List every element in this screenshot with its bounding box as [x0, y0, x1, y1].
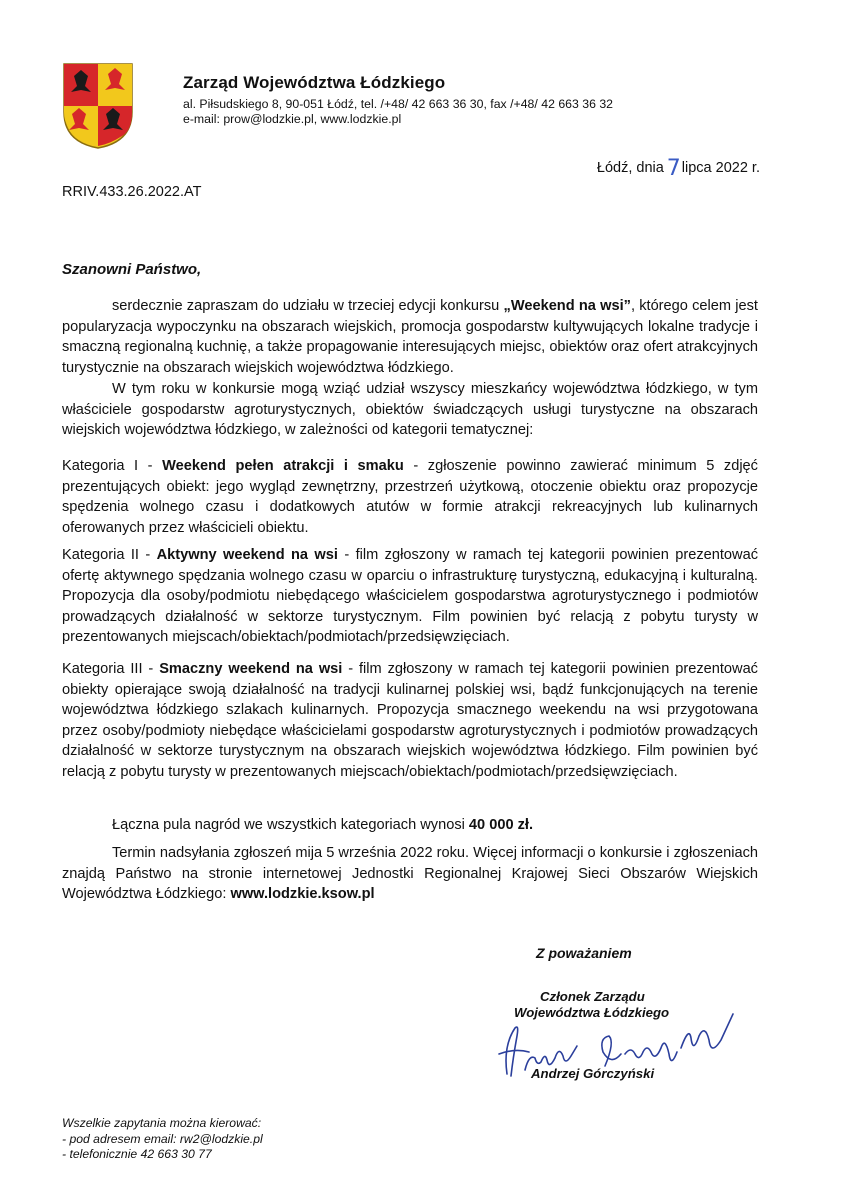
- footer-email: - pod adresem email: rw2@lodzkie.pl: [62, 1131, 263, 1146]
- category-1-title: Weekend pełen atrakcji i smaku: [162, 458, 404, 474]
- date-prefix: Łódź, dnia: [596, 160, 664, 176]
- paragraph-prize-pool: Łączna pula nagród we wszystkich kategoriach wynosi 40 000 zł.: [112, 817, 534, 833]
- category-3-title: Smaczny weekend na wsi: [159, 661, 343, 677]
- category-2-title: Aktywny weekend na wsi: [156, 547, 338, 563]
- footer-contact: [62, 1116, 263, 1163]
- paragraph-eligibility: W tym roku w konkursie mogą wziąć udział wszyscy mieszkańcy województwa łódzkiego, w tym właściciele gospodarstw agroturystycznych, obiektów świadczących usługi turystyczne na obszarach wiejskich województwa łódzkiego, w zależności od kategorii tematycznej:: [62, 381, 758, 439]
- handwritten-day: 7: [666, 156, 681, 181]
- prize-amount: 40 000 zł.: [468, 817, 534, 833]
- contact-line: e-mail: prow@lodzkie.pl, www.lodzkie.pl: [183, 112, 402, 126]
- paragraph-deadline: Termin nadsyłania zgłoszeń mija 5 września 2022 roku. Więcej informacji o konkursie i zgłoszeniach znajdą Państwo na stronie internetowej Jednostki Regionalnej Krajowej Sieci Obszarów Wiejskich Województwa Łódzkiego: www.lodzkie.ksow.pl: [62, 845, 758, 903]
- contest-name: „Weekend na wsi”: [503, 298, 631, 314]
- salutation: Szanowni Państwo,: [62, 261, 202, 278]
- website-link: www.lodzkie.ksow.pl: [230, 886, 375, 903]
- reference-number: RRIV.433.26.2022.AT: [62, 184, 202, 200]
- address-line: al. Piłsudskiego 8, 90-051 Łódź, tel. /+48/ 42 663 36 30, fax /+48/ 42 663 36 32: [183, 97, 614, 111]
- date-line: [596, 153, 760, 181]
- signatory-title-1: Członek Zarządu: [540, 989, 645, 1004]
- footer-heading: Wszelkie zapytania można kierować:: [62, 1116, 262, 1130]
- organization-name: Zarząd Województwa Łódzkiego: [183, 73, 446, 92]
- coat-of-arms-logo: [62, 62, 134, 150]
- paragraph-category-1: Kategoria I - Weekend pełen atrakcji i smaku - zgłoszenie powinno zawierać minimum 5 zdjęć prezentujących obiekt: jego wygląd zewnętrzny, przestrzeń użytkową, otoczenie obiektu oraz propozycje spędzenia wolnego czasu i dodatkowych atutów w formie atrakcji rekreacyjnych lub kulinarnych oferowanych przez właścicieli obiektu.: [62, 458, 758, 536]
- footer-phone: - telefonicznie 42 663 30 77: [62, 1147, 212, 1161]
- date-suffix: lipca 2022 r.: [681, 160, 760, 176]
- signatory-title-2: Województwa Łódzkiego: [514, 1005, 670, 1020]
- signatory-name: Andrzej Górczyński: [531, 1066, 655, 1081]
- closing-phrase: Z poważaniem: [536, 945, 632, 961]
- paragraph-invitation: serdecznie zapraszam do udziału w trzeciej edycji konkursu „Weekend na wsi”, którego celem jest popularyzacja wypoczynku na obszarach wiejskich, promocja gospodarstw kultywujących lokalne tradycje i smaczną regionalną kuchnię, a także propagowanie interesujących miejsc, obiektów oraz ofert atrakcyjnych turystycznie na obszarach wiejskich województwa łódzkiego.: [62, 298, 758, 376]
- paragraph-category-2: Kategoria II - Aktywny weekend na wsi - film zgłoszony w ramach tej kategorii powinien prezentować ofertę aktywnego spędzania wolnego czasu w oparciu o infrastrukturę turystyczną, edukacyjną i kulturalną. Propozycja dla osoby/podmiotu niebędącego właścicielem gospodarstwa agroturystycznego i podmiotów prowadzących działalność w sektorze turystycznym. Film powinien być relacją z pobytu turysty w prezentowanych miejscach/obiektach/podmiotach/przedsięwzięciach.: [62, 547, 758, 646]
- paragraph-category-3: Kategoria III - Smaczny weekend na wsi - film zgłoszony w ramach tej kategorii powinien prezentować obiekty opierające swoją działalność na tradycji kulinarnej polskiej wsi, bądź funkcjonujących na terenie województwa łódzkiego szlakach kulinarnych. Propozycja smacznego weekendu na wsi przygotowana przez osoby/podmioty niebędące właścicielami gospodarstw agroturystycznych i podmiotów prowadzących działalność w sektorze turystycznym na obszarach wiejskich województwa łódzkiego. Film powinien być relacją z pobytu turysty w prezentowanych miejscach/obiektach/podmiotach/przedsięwzięciach.: [62, 661, 758, 780]
